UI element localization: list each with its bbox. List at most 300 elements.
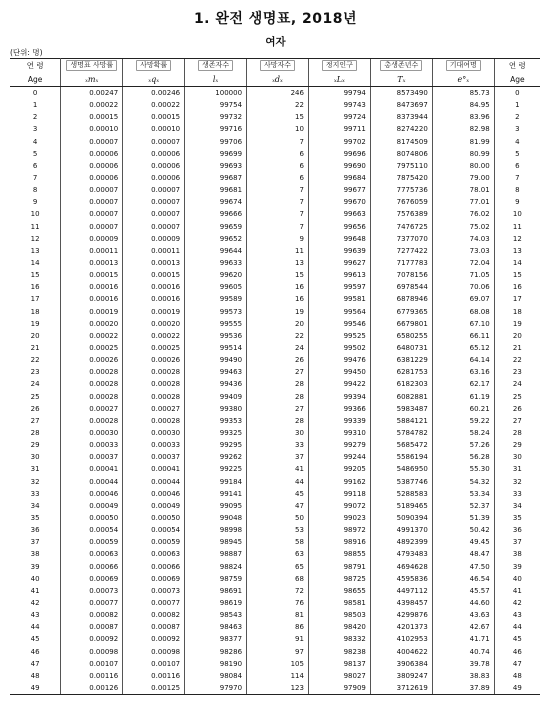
cell-deaths: 7 (247, 208, 309, 220)
cell-age-right: 17 (494, 293, 540, 305)
cell-age: 18 (10, 306, 61, 318)
cell-survivors: 100000 (185, 87, 247, 100)
cell-survivors: 99514 (185, 342, 247, 354)
table-row (10, 670, 540, 682)
cell-stationary-population: 98655 (308, 585, 370, 597)
cell-life-expectancy: 65.12 (432, 342, 494, 354)
cell-deaths: 26 (247, 354, 309, 366)
cell-total-years-lived: 6082881 (370, 391, 432, 403)
cell-stationary-population: 99670 (308, 196, 370, 208)
cell-death-probability: 0.00007 (123, 208, 185, 220)
cell-total-years-lived: 5685472 (370, 439, 432, 451)
cell-death-probability: 0.00054 (123, 524, 185, 536)
cell-death-probability: 0.00041 (123, 463, 185, 475)
cell-death-probability: 0.00087 (123, 621, 185, 633)
cell-death-probability: 0.00082 (123, 609, 185, 621)
cell-stationary-population: 99476 (308, 354, 370, 366)
cell-stationary-population: 99525 (308, 330, 370, 342)
cell-life-expectancy: 44.60 (432, 597, 494, 609)
cell-survivors: 99706 (185, 136, 247, 148)
cell-deaths: 28 (247, 378, 309, 390)
cell-age: 38 (10, 548, 61, 560)
cell-life-expectancy: 73.03 (432, 245, 494, 257)
page-title: 1. 완전 생명표, 2018년 (193, 11, 358, 27)
cell-life-expectancy: 56.28 (432, 451, 494, 463)
cell-total-years-lived: 4004622 (370, 645, 432, 657)
cell-death-probability: 0.00028 (123, 391, 185, 403)
table-row (10, 245, 540, 257)
cell-deaths: 16 (247, 293, 309, 305)
cell-age-right: 39 (494, 560, 540, 572)
cell-deaths: 19 (247, 306, 309, 318)
header-age-ko-right: 연 령 (494, 59, 540, 73)
cell-life-expectancy: 41.71 (432, 633, 494, 645)
cell-mortality-rate: 0.00006 (61, 148, 123, 160)
cell-life-expectancy: 78.01 (432, 184, 494, 196)
cell-age-right: 12 (494, 233, 540, 245)
cell-mortality-rate: 0.00126 (61, 682, 123, 695)
cell-age: 6 (10, 160, 61, 172)
cell-life-expectancy: 70.06 (432, 281, 494, 293)
page-subtitle: 여자 (265, 36, 286, 48)
cell-mortality-rate: 0.00028 (61, 366, 123, 378)
table-row (10, 633, 540, 645)
table-row (10, 136, 540, 148)
cell-death-probability: 0.00033 (123, 439, 185, 451)
cell-age-right: 3 (494, 123, 540, 135)
cell-survivors: 99652 (185, 233, 247, 245)
cell-age: 10 (10, 208, 61, 220)
cell-survivors: 99687 (185, 172, 247, 184)
cell-age: 26 (10, 403, 61, 415)
cell-age: 43 (10, 609, 61, 621)
cell-death-probability: 0.00007 (123, 184, 185, 196)
cell-mortality-rate: 0.00015 (61, 111, 123, 123)
cell-death-probability: 0.00116 (123, 670, 185, 682)
cell-total-years-lived: 7676059 (370, 196, 432, 208)
cell-age-right: 26 (494, 403, 540, 415)
cell-age-right: 20 (494, 330, 540, 342)
cell-total-years-lived: 4694628 (370, 560, 432, 572)
cell-stationary-population: 99677 (308, 184, 370, 196)
table-row (10, 148, 540, 160)
cell-death-probability: 0.00092 (123, 633, 185, 645)
cell-total-years-lived: 8274220 (370, 123, 432, 135)
cell-age-right: 30 (494, 451, 540, 463)
cell-mortality-rate: 0.00007 (61, 136, 123, 148)
cell-age: 5 (10, 148, 61, 160)
table-row (10, 463, 540, 475)
cell-life-expectancy: 75.02 (432, 221, 494, 233)
cell-stationary-population: 99394 (308, 391, 370, 403)
table-row (10, 536, 540, 548)
cell-mortality-rate: 0.00015 (61, 269, 123, 281)
table-row (10, 208, 540, 220)
cell-total-years-lived: 3712619 (370, 682, 432, 695)
cell-life-expectancy: 53.34 (432, 488, 494, 500)
cell-stationary-population: 99366 (308, 403, 370, 415)
cell-life-expectancy: 61.19 (432, 391, 494, 403)
cell-survivors: 99666 (185, 208, 247, 220)
cell-death-probability: 0.00049 (123, 500, 185, 512)
cell-stationary-population: 98137 (308, 658, 370, 670)
cell-mortality-rate: 0.00007 (61, 208, 123, 220)
table-row (10, 293, 540, 305)
cell-survivors: 99644 (185, 245, 247, 257)
cell-mortality-rate: 0.00020 (61, 318, 123, 330)
table-row (10, 682, 540, 695)
cell-deaths: 123 (247, 682, 309, 695)
cell-deaths: 58 (247, 536, 309, 548)
table-row (10, 560, 540, 572)
cell-stationary-population: 99162 (308, 476, 370, 488)
cell-stationary-population: 99502 (308, 342, 370, 354)
cell-mortality-rate: 0.00022 (61, 330, 123, 342)
cell-age-right: 10 (494, 208, 540, 220)
cell-survivors: 98463 (185, 621, 247, 633)
cell-age-right: 38 (494, 548, 540, 560)
cell-total-years-lived: 7875420 (370, 172, 432, 184)
cell-stationary-population: 99656 (308, 221, 370, 233)
cell-mortality-rate: 0.00010 (61, 123, 123, 135)
cell-age: 44 (10, 621, 61, 633)
cell-age-right: 41 (494, 585, 540, 597)
cell-survivors: 98543 (185, 609, 247, 621)
table-row (10, 378, 540, 390)
table-row (10, 184, 540, 196)
table-row (10, 403, 540, 415)
cell-death-probability: 0.00125 (123, 682, 185, 695)
cell-deaths: 24 (247, 342, 309, 354)
cell-mortality-rate: 0.00030 (61, 427, 123, 439)
cell-death-probability: 0.00006 (123, 172, 185, 184)
cell-survivors: 99732 (185, 111, 247, 123)
cell-age-right: 35 (494, 512, 540, 524)
cell-deaths: 37 (247, 451, 309, 463)
cell-death-probability: 0.00020 (123, 318, 185, 330)
cell-total-years-lived: 3809247 (370, 670, 432, 682)
cell-life-expectancy: 71.05 (432, 269, 494, 281)
cell-life-expectancy: 85.73 (432, 87, 494, 100)
cell-stationary-population: 99627 (308, 257, 370, 269)
cell-deaths: 65 (247, 560, 309, 572)
cell-survivors: 99589 (185, 293, 247, 305)
cell-mortality-rate: 0.00063 (61, 548, 123, 560)
cell-mortality-rate: 0.00116 (61, 670, 123, 682)
cell-age: 37 (10, 536, 61, 548)
cell-deaths: 6 (247, 160, 309, 172)
cell-stationary-population: 99597 (308, 281, 370, 293)
cell-total-years-lived: 5884121 (370, 415, 432, 427)
cell-life-expectancy: 39.78 (432, 658, 494, 670)
cell-survivors: 99409 (185, 391, 247, 403)
cell-stationary-population: 99663 (308, 208, 370, 220)
cell-death-probability: 0.00010 (123, 123, 185, 135)
cell-death-probability: 0.00013 (123, 257, 185, 269)
header-death-probability: 사망확률 (123, 59, 185, 73)
cell-survivors: 98084 (185, 670, 247, 682)
cell-life-expectancy: 48.47 (432, 548, 494, 560)
header-row-symbols (10, 72, 540, 87)
cell-survivors: 99699 (185, 148, 247, 160)
cell-mortality-rate: 0.00009 (61, 233, 123, 245)
cell-deaths: 27 (247, 366, 309, 378)
table-row (10, 427, 540, 439)
header-mortality-rate: 생명표 사망률 (61, 59, 123, 73)
cell-age: 39 (10, 560, 61, 572)
cell-deaths: 91 (247, 633, 309, 645)
cell-total-years-lived: 4497112 (370, 585, 432, 597)
header-stationary-population: 정지인구 (308, 59, 370, 73)
cell-survivors: 99184 (185, 476, 247, 488)
cell-age-right: 49 (494, 682, 540, 695)
cell-stationary-population: 99310 (308, 427, 370, 439)
cell-age: 9 (10, 196, 61, 208)
cell-age: 7 (10, 172, 61, 184)
cell-total-years-lived: 4793483 (370, 548, 432, 560)
cell-death-probability: 0.00007 (123, 221, 185, 233)
cell-age: 4 (10, 136, 61, 148)
cell-life-expectancy: 69.07 (432, 293, 494, 305)
cell-stationary-population: 99684 (308, 172, 370, 184)
cell-deaths: 7 (247, 221, 309, 233)
cell-deaths: 6 (247, 148, 309, 160)
table-row (10, 585, 540, 597)
cell-death-probability: 0.00098 (123, 645, 185, 657)
cell-deaths: 45 (247, 488, 309, 500)
cell-age: 2 (10, 111, 61, 123)
cell-total-years-lived: 8473697 (370, 99, 432, 111)
cell-mortality-rate: 0.00022 (61, 99, 123, 111)
cell-deaths: 6 (247, 172, 309, 184)
cell-total-years-lived: 5387746 (370, 476, 432, 488)
cell-total-years-lived: 6381229 (370, 354, 432, 366)
cell-death-probability: 0.00044 (123, 476, 185, 488)
table-row (10, 391, 540, 403)
cell-total-years-lived: 7476725 (370, 221, 432, 233)
cell-life-expectancy: 80.00 (432, 160, 494, 172)
table-row (10, 99, 540, 111)
cell-life-expectancy: 66.11 (432, 330, 494, 342)
cell-survivors: 99095 (185, 500, 247, 512)
cell-age-right: 31 (494, 463, 540, 475)
cell-mortality-rate: 0.00082 (61, 609, 123, 621)
cell-survivors: 98945 (185, 536, 247, 548)
table-row (10, 233, 540, 245)
cell-life-expectancy: 59.22 (432, 415, 494, 427)
cell-death-probability: 0.00006 (123, 148, 185, 160)
cell-age: 3 (10, 123, 61, 135)
cell-life-expectancy: 52.37 (432, 500, 494, 512)
cell-life-expectancy: 83.96 (432, 111, 494, 123)
cell-total-years-lived: 6281753 (370, 366, 432, 378)
cell-total-years-lived: 5784782 (370, 427, 432, 439)
cell-survivors: 99436 (185, 378, 247, 390)
cell-stationary-population: 98420 (308, 621, 370, 633)
cell-deaths: 28 (247, 391, 309, 403)
cell-age-right: 18 (494, 306, 540, 318)
cell-stationary-population: 98503 (308, 609, 370, 621)
cell-age: 24 (10, 378, 61, 390)
cell-life-expectancy: 68.08 (432, 306, 494, 318)
table-row (10, 111, 540, 123)
cell-total-years-lived: 5288583 (370, 488, 432, 500)
cell-total-years-lived: 6182303 (370, 378, 432, 390)
cell-deaths: 81 (247, 609, 309, 621)
table-row (10, 658, 540, 670)
table-row (10, 354, 540, 366)
header-total-years-lived: 총생존년수 (370, 59, 432, 73)
cell-stationary-population: 99339 (308, 415, 370, 427)
cell-age: 34 (10, 500, 61, 512)
cell-mortality-rate: 0.00066 (61, 560, 123, 572)
cell-survivors: 99536 (185, 330, 247, 342)
cell-total-years-lived: 4892399 (370, 536, 432, 548)
cell-death-probability: 0.00037 (123, 451, 185, 463)
cell-deaths: 15 (247, 111, 309, 123)
cell-total-years-lived: 4299876 (370, 609, 432, 621)
cell-deaths: 41 (247, 463, 309, 475)
cell-age-right: 2 (494, 111, 540, 123)
cell-deaths: 44 (247, 476, 309, 488)
cell-total-years-lived: 8074806 (370, 148, 432, 160)
cell-death-probability: 0.00022 (123, 330, 185, 342)
life-table (10, 58, 540, 695)
cell-age-right: 45 (494, 633, 540, 645)
cell-life-expectancy: 43.63 (432, 609, 494, 621)
cell-survivors: 99225 (185, 463, 247, 475)
cell-deaths: 27 (247, 403, 309, 415)
cell-stationary-population: 98238 (308, 645, 370, 657)
cell-survivors: 99325 (185, 427, 247, 439)
cell-deaths: 7 (247, 184, 309, 196)
cell-age-right: 4 (494, 136, 540, 148)
cell-stationary-population: 99279 (308, 439, 370, 451)
cell-life-expectancy: 46.54 (432, 573, 494, 585)
cell-age-right: 9 (494, 196, 540, 208)
cell-age-right: 6 (494, 160, 540, 172)
cell-mortality-rate: 0.00007 (61, 221, 123, 233)
cell-death-probability: 0.00046 (123, 488, 185, 500)
cell-total-years-lived: 7975110 (370, 160, 432, 172)
cell-total-years-lived: 7078156 (370, 269, 432, 281)
cell-age: 19 (10, 318, 61, 330)
cell-death-probability: 0.00016 (123, 293, 185, 305)
cell-age-right: 27 (494, 415, 540, 427)
cell-life-expectancy: 64.14 (432, 354, 494, 366)
cell-mortality-rate: 0.00037 (61, 451, 123, 463)
cell-age: 0 (10, 87, 61, 100)
cell-age-right: 43 (494, 609, 540, 621)
cell-life-expectancy: 80.99 (432, 148, 494, 160)
cell-mortality-rate: 0.00006 (61, 172, 123, 184)
table-row (10, 488, 540, 500)
cell-deaths: 86 (247, 621, 309, 633)
table-row (10, 342, 540, 354)
cell-age: 29 (10, 439, 61, 451)
cell-age: 12 (10, 233, 61, 245)
cell-age-right: 28 (494, 427, 540, 439)
cell-age-right: 16 (494, 281, 540, 293)
cell-stationary-population: 98581 (308, 597, 370, 609)
cell-deaths: 13 (247, 257, 309, 269)
cell-death-probability: 0.00077 (123, 597, 185, 609)
cell-deaths: 246 (247, 87, 309, 100)
cell-deaths: 114 (247, 670, 309, 682)
cell-life-expectancy: 55.30 (432, 463, 494, 475)
cell-age: 14 (10, 257, 61, 269)
table-row (10, 451, 540, 463)
cell-death-probability: 0.00073 (123, 585, 185, 597)
cell-mortality-rate: 0.00059 (61, 536, 123, 548)
cell-stationary-population: 99450 (308, 366, 370, 378)
header-life-expectancy: 기대여명 (432, 59, 494, 73)
cell-death-probability: 0.00050 (123, 512, 185, 524)
cell-death-probability: 0.00019 (123, 306, 185, 318)
table-body (10, 87, 540, 695)
cell-death-probability: 0.00007 (123, 136, 185, 148)
cell-age-right: 42 (494, 597, 540, 609)
header-age-ko: 연 령 (10, 59, 61, 73)
cell-deaths: 30 (247, 427, 309, 439)
cell-age: 21 (10, 342, 61, 354)
cell-age: 35 (10, 512, 61, 524)
cell-stationary-population: 98791 (308, 560, 370, 572)
table-row (10, 123, 540, 135)
cell-death-probability: 0.00011 (123, 245, 185, 257)
cell-age: 16 (10, 281, 61, 293)
cell-death-probability: 0.00026 (123, 354, 185, 366)
cell-life-expectancy: 77.01 (432, 196, 494, 208)
cell-total-years-lived: 8573490 (370, 87, 432, 100)
cell-stationary-population: 98972 (308, 524, 370, 536)
cell-age-right: 37 (494, 536, 540, 548)
cell-mortality-rate: 0.00087 (61, 621, 123, 633)
cell-age-right: 8 (494, 184, 540, 196)
cell-stationary-population: 99743 (308, 99, 370, 111)
cell-life-expectancy: 50.42 (432, 524, 494, 536)
table-row (10, 269, 540, 281)
cell-stationary-population: 99546 (308, 318, 370, 330)
cell-stationary-population: 99690 (308, 160, 370, 172)
cell-total-years-lived: 7377070 (370, 233, 432, 245)
cell-age: 13 (10, 245, 61, 257)
cell-stationary-population: 99724 (308, 111, 370, 123)
cell-life-expectancy: 57.26 (432, 439, 494, 451)
cell-mortality-rate: 0.00016 (61, 293, 123, 305)
table-row (10, 524, 540, 536)
symbol-dx: ₓdₓ (247, 72, 309, 87)
cell-age-right: 47 (494, 658, 540, 670)
cell-age-right: 0 (494, 87, 540, 100)
table-row (10, 548, 540, 560)
header-deaths: 사망자수 (247, 59, 309, 73)
cell-life-expectancy: 37.89 (432, 682, 494, 695)
cell-stationary-population: 99794 (308, 87, 370, 100)
cell-deaths: 7 (247, 196, 309, 208)
cell-total-years-lived: 6878946 (370, 293, 432, 305)
cell-mortality-rate: 0.00033 (61, 439, 123, 451)
cell-age: 45 (10, 633, 61, 645)
cell-age-right: 15 (494, 269, 540, 281)
cell-death-probability: 0.00063 (123, 548, 185, 560)
table-row (10, 439, 540, 451)
table-row (10, 160, 540, 172)
cell-total-years-lived: 6480731 (370, 342, 432, 354)
cell-deaths: 50 (247, 512, 309, 524)
cell-age-right: 1 (494, 99, 540, 111)
cell-survivors: 98286 (185, 645, 247, 657)
